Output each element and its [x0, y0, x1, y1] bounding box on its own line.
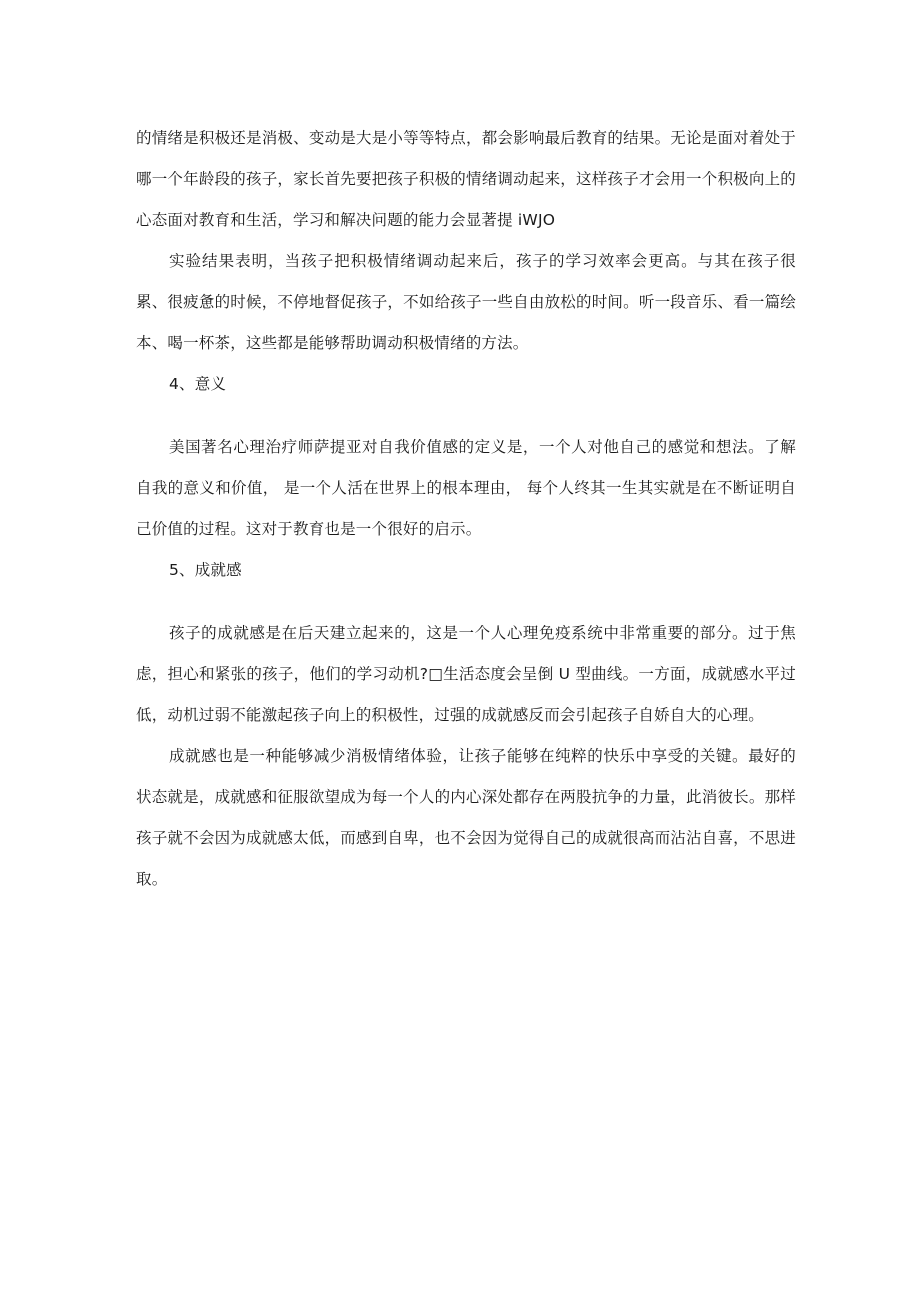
document-body	[136, 118, 796, 900]
section-heading-achievement: 5、成就感	[169, 561, 242, 579]
section-heading-meaning: 4、意义	[169, 375, 227, 393]
paragraph-self-worth: 美国著名心理治疗师萨提亚对自我价值感的定义是，一个人对他自己的感觉和想法。了解自我的意义和价值， 是一个人活在世界上的根本理由， 每个人终其一生其实就是在不断证明自己价值的过程。这对于教育也是一个很好的启示。	[136, 438, 796, 538]
paragraph-achievement-balance: 成就感也是一种能够减少消极情绪体验，让孩子能够在纯粹的快乐中享受的关键。最好的状态就是，成就感和征服欲望成为每一个人的内心深处都存在两股抗争的力量，此消彼长。那样孩子就不会因为成就感太低，而感到自卑，也不会因为觉得自己的成就很高而沾沾自喜，不思进取。	[136, 747, 796, 888]
paragraph-achievement-intro: 孩子的成就感是在后天建立起来的，这是一个人心理免疫系统中非常重要的部分。过于焦虑，担心和紧张的孩子，他们的学习动机?□生活态度会呈倒 U 型曲线。一方面，成就感水平过低，动机过弱不能激起孩子向上的积极性，过强的成就感反而会引起孩子自娇自大的心理。	[136, 624, 796, 724]
paragraph-emotions-intro: 的情绪是积极还是消极、变动是大是小等等特点，都会影响最后教育的结果。无论是面对着处于哪一个年龄段的孩子，家长首先要把孩子积极的情绪调动起来，这样孩子才会用一个积极向上的心态面对教育和生活，学习和解决问题的能力会显著提 iWJO	[136, 129, 796, 229]
paragraph-experiment-results: 实验结果表明，当孩子把积极情绪调动起来后，孩子的学习效率会更高。与其在孩子很累、很疲惫的时候，不停地督促孩子，不如给孩子一些自由放松的时间。听一段音乐、看一篇绘本、喝一杯茶，这些都是能够帮助调动积极情绪的方法。	[136, 252, 796, 352]
